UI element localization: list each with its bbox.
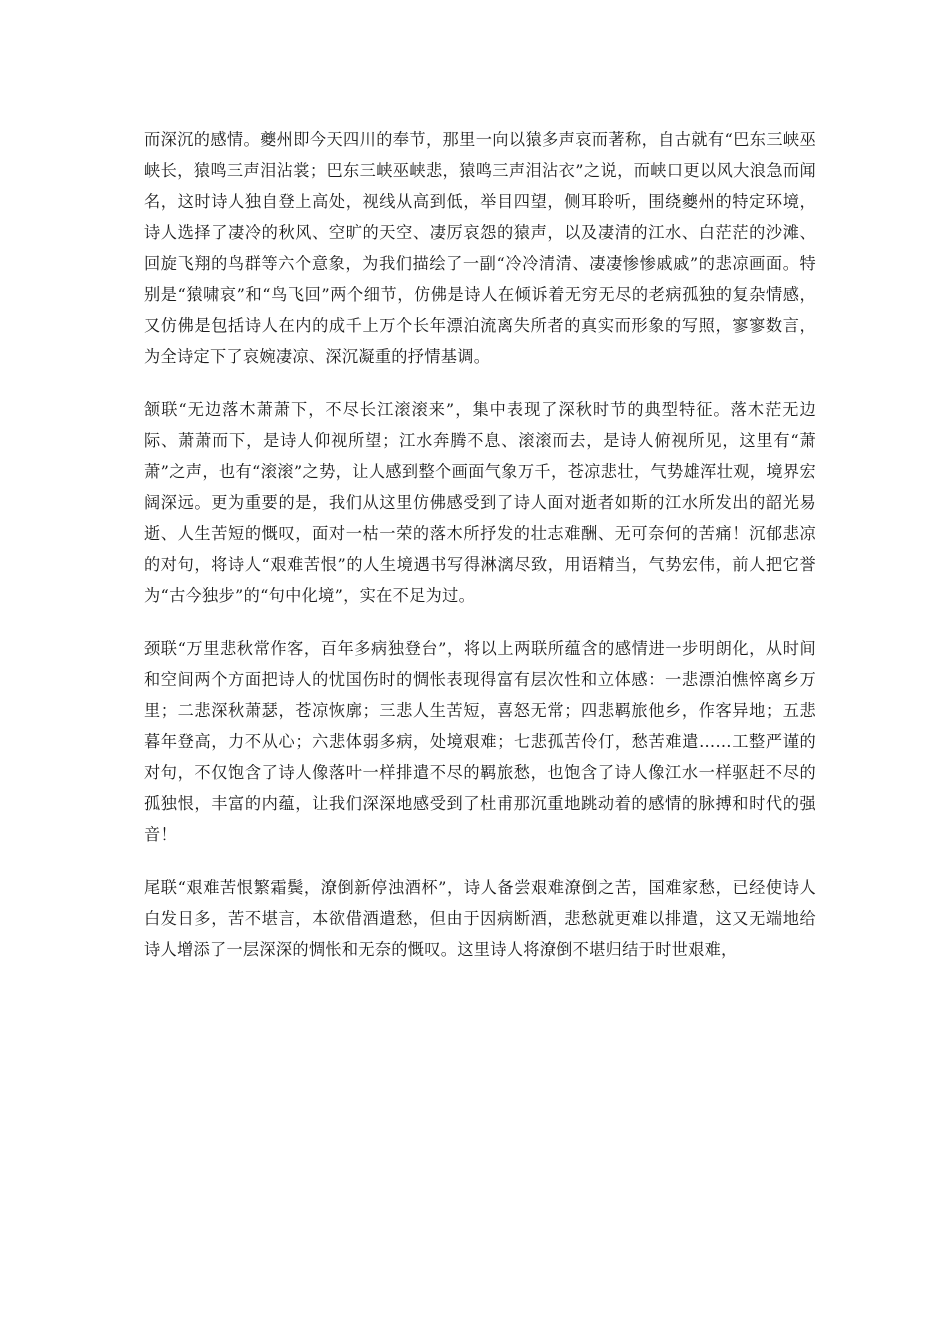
paragraph-weilian: 尾联“艰难苦恨繁霜鬓，潦倒新停浊酒杯”，诗人备尝艰难潦倒之苦，国难家愁，已经使诗人白发日多，苦不堪言，本欲借酒遣愁，但由于因病断酒，悲愁就更难以排遣，这又无端地给诗人增添了一层深深的惆怅和无奈的慨叹。这里诗人将潦倒不堪归结于时世艰难，: [144, 878, 816, 959]
paragraph-hanlian: 颔联“无边落木萧萧下，不尽长江滚滚来”，集中表现了深秋时节的典型特征。落木茫无边际、萧萧而下，是诗人仰视所望；江水奔腾不息、滚滚而去，是诗人俯视所见，这里有“萧萧”之声，也有“滚滚”之势，让人感到整个画面气象万千，苍凉悲壮，气势雄浑壮观，境界宏阔深远。更为重要的是，我们从这里仿佛感受到了诗人面对逝者如斯的江水所发出的韶光易逝、人生苦短的慨叹，面对一枯一荣的落木所抒发的壮志难酬、无可奈何的苦痛！沉郁悲凉的对句，将诗人“艰难苦恨”的人生境遇书写得淋漓尽致，用语精当，气势宏伟，前人把它誉为“古今独步”的“句中化境”，实在不足为过。: [144, 400, 816, 605]
document-page: [144, 124, 816, 987]
paragraph-jinglian: 颈联“万里悲秋常作客，百年多病独登台”，将以上两联所蕴含的感情进一步明朗化，从时间和空间两个方面把诗人的忧国伤时的惆怅表现得富有层次性和立体感：一悲漂泊憔悴离乡万里；二悲深秋萧瑟，苍凉恢廓；三悲人生苦短，喜怒无常；四悲羁旅他乡，作客异地；五悲暮年登高，力不从心；六悲体弱多病，处境艰难；七悲孤苦伶仃，愁苦难遣……工整严谨的对句，不仅饱含了诗人像落叶一样排遣不尽的羁旅愁，也饱含了诗人像江水一样驱赶不尽的孤独恨，丰富的内蕴，让我们深深地感受到了杜甫那沉重地跳动着的感情的脉搏和时代的强音！: [144, 639, 816, 844]
paragraph-shoulian: 而深沉的感情。夔州即今天四川的奉节，那里一向以猿多声哀而著称，自古就有“巴东三峡巫峡长，猿鸣三声泪沾裳；巴东三峡巫峡悲，猿鸣三声泪沾衣”之说，而峡口更以风大浪急而闻名，这时诗人独自登上高处，视线从高到低，举目四望，侧耳聆听，围绕夔州的特定环境，诗人选择了凄冷的秋风、空旷的天空、凄厉哀怨的猿声，以及凄清的江水、白茫茫的沙滩、回旋飞翔的鸟群等六个意象，为我们描绘了一副“冷冷清清、凄凄惨惨戚戚”的悲凉画面。特别是“猿啸哀”和“鸟飞回”两个细节，仿佛是诗人在倾诉着无穷无尽的老病孤独的复杂情感，又仿佛是包括诗人在内的成千上万个长年漂泊流离失所者的真实而形象的写照，寥寥数言，为全诗定下了哀婉凄凉、深沉凝重的抒情基调。: [144, 130, 816, 366]
